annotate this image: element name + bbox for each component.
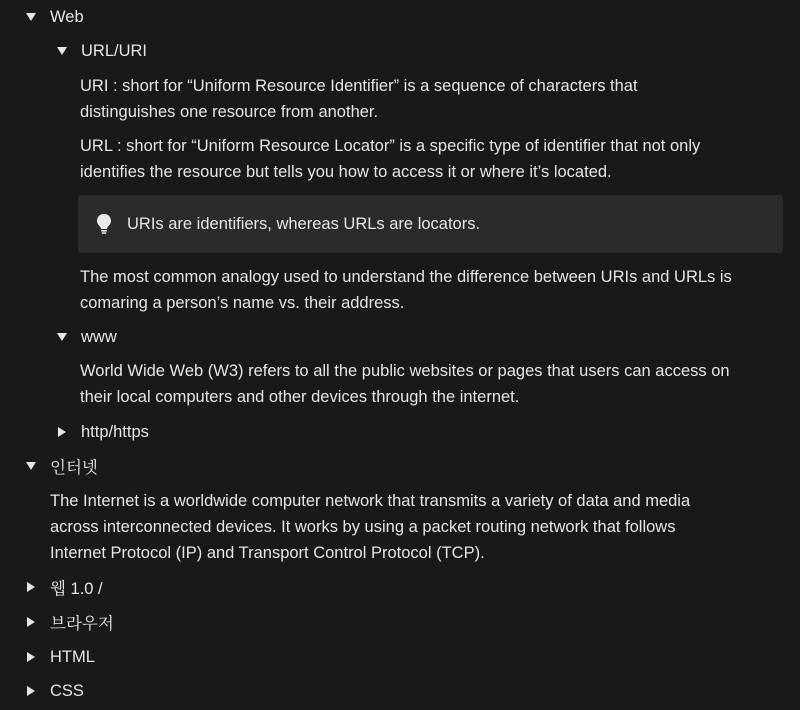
- toggle-web-label: Web: [50, 7, 84, 26]
- caret-down-icon[interactable]: [24, 459, 38, 473]
- url-line-2: identifies the resource but tells you how to access it or where it’s located.: [80, 163, 612, 181]
- www-paragraph: [80, 358, 730, 410]
- internet-line-2: across interconnected devices. It works by using a packet routing network that follows: [50, 518, 676, 536]
- caret-right-icon[interactable]: [24, 684, 38, 698]
- toggle-www[interactable]: [55, 322, 117, 352]
- uri-line-1: URI : short for “Uniform Resource Identifier” is a sequence of characters that: [80, 77, 638, 95]
- internet-paragraph: [50, 488, 690, 566]
- toggle-internet[interactable]: [24, 451, 98, 481]
- toggle-web-version[interactable]: [24, 572, 103, 602]
- callout-block: [78, 195, 783, 253]
- toggle-url-uri[interactable]: [55, 36, 147, 66]
- callout-text: URIs are identifiers, whereas URLs are locators.: [127, 214, 481, 233]
- caret-right-icon[interactable]: [24, 615, 38, 629]
- toggle-www-label: www: [81, 327, 117, 346]
- caret-right-icon[interactable]: [55, 425, 69, 439]
- url-line-1: URL : short for “Uniform Resource Locator” is a specific type of identifier that not only: [80, 137, 701, 155]
- caret-right-icon[interactable]: [24, 580, 38, 594]
- toggle-web[interactable]: [24, 2, 84, 32]
- caret-down-icon[interactable]: [24, 10, 38, 24]
- analogy-line-2: comaring a person’s name vs. their address.: [80, 294, 405, 312]
- lightbulb-icon: [95, 213, 113, 235]
- caret-down-icon[interactable]: [55, 330, 69, 344]
- analogy-line-1: The most common analogy used to understand the difference between URIs and URLs is: [80, 268, 732, 286]
- caret-right-icon[interactable]: [24, 650, 38, 664]
- toggle-css-label: CSS: [50, 681, 84, 700]
- internet-line-3: Internet Protocol (IP) and Transport Control Protocol (TCP).: [50, 544, 485, 562]
- toggle-html-label: HTML: [50, 647, 95, 666]
- www-line-1: World Wide Web (W3) refers to all the public websites or pages that users can access on: [80, 362, 730, 380]
- toggle-html[interactable]: [24, 642, 95, 672]
- internet-line-1: The Internet is a worldwide computer network that transmits a variety of data and media: [50, 492, 691, 510]
- toggle-web-version-label: 웹 1.0 /: [50, 580, 103, 598]
- toggle-browser-label: 브라우저: [50, 615, 114, 633]
- url-paragraph: [80, 133, 700, 185]
- toggle-browser[interactable]: [24, 607, 114, 637]
- toggle-http-https-label: http/https: [81, 422, 149, 441]
- toggle-internet-label: 인터넷: [50, 459, 98, 477]
- toggle-url-uri-label: URL/URI: [81, 41, 148, 60]
- caret-down-icon[interactable]: [55, 44, 69, 58]
- www-line-2: their local computers and other devices through the internet.: [80, 388, 520, 406]
- uri-paragraph: [80, 73, 638, 125]
- toggle-css[interactable]: [24, 676, 84, 706]
- analogy-paragraph: [80, 264, 732, 316]
- toggle-http-https[interactable]: [55, 417, 149, 447]
- uri-line-2: distinguishes one resource from another.: [80, 103, 379, 121]
